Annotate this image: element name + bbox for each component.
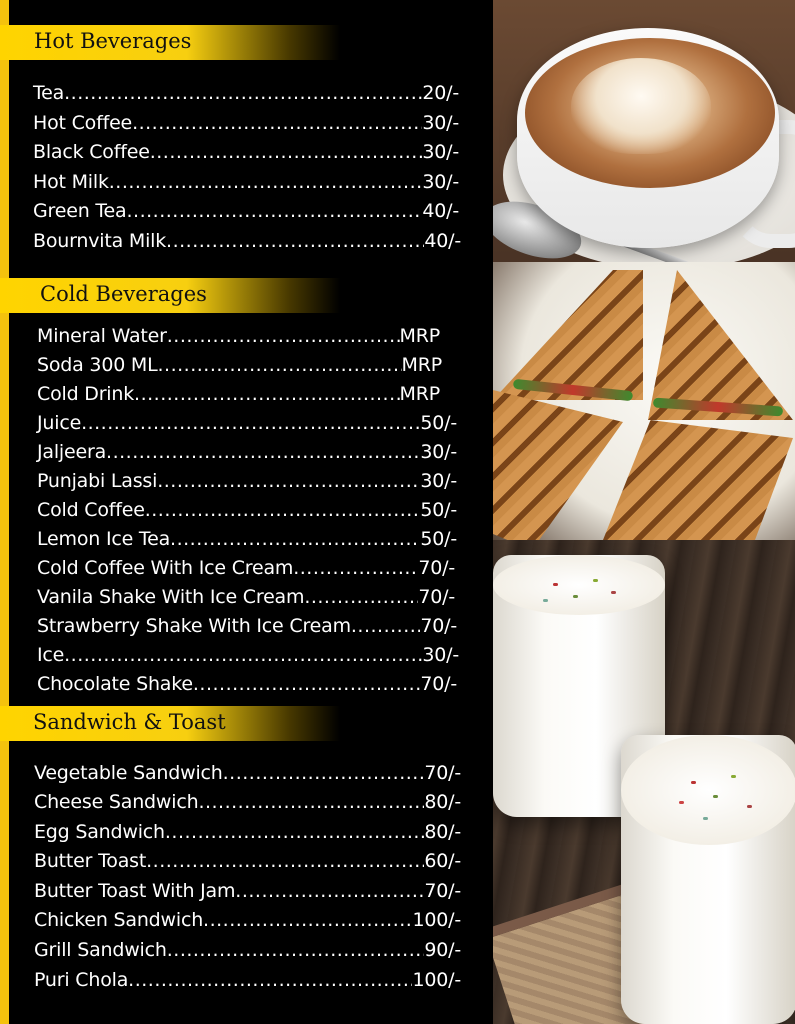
item-name: Cold Coffee With Ice Cream bbox=[37, 557, 294, 579]
pistachio-sprinkle bbox=[553, 583, 558, 586]
dot-leader bbox=[198, 788, 424, 817]
section-header-cold-beverages bbox=[0, 278, 340, 313]
menu-item bbox=[33, 138, 459, 167]
pistachio-sprinkle bbox=[691, 781, 696, 784]
item-name: Ice bbox=[37, 644, 65, 666]
item-name: Cheese Sandwich bbox=[34, 791, 199, 813]
item-name: Egg Sandwich bbox=[34, 821, 165, 843]
dot-leader bbox=[193, 670, 420, 699]
section-title: Sandwich & Toast bbox=[33, 710, 226, 734]
dot-leader bbox=[157, 467, 420, 496]
item-name: Bournvita Milk bbox=[33, 230, 167, 252]
menu-item bbox=[37, 351, 442, 380]
item-price: 50/- bbox=[420, 528, 457, 550]
section-title: Cold Beverages bbox=[40, 282, 207, 306]
item-name: Juice bbox=[37, 412, 82, 434]
item-price: 70/- bbox=[420, 615, 457, 637]
dot-leader bbox=[304, 583, 418, 612]
menu-item bbox=[37, 409, 457, 438]
menu-item bbox=[34, 788, 461, 817]
item-price: 80/- bbox=[424, 821, 461, 843]
item-name: Soda 300 ML bbox=[37, 354, 158, 376]
pistachio-sprinkle bbox=[679, 801, 684, 804]
item-price: 80/- bbox=[424, 791, 461, 813]
menu-item bbox=[34, 877, 461, 906]
menu-item bbox=[37, 641, 459, 670]
dot-leader bbox=[170, 525, 420, 554]
dot-leader bbox=[64, 79, 422, 108]
item-price: 70/- bbox=[424, 880, 461, 902]
item-price: 70/- bbox=[420, 673, 457, 695]
pistachio-sprinkle bbox=[731, 775, 736, 778]
item-price: 70/- bbox=[424, 762, 461, 784]
item-price: 50/- bbox=[420, 412, 457, 434]
item-price: 40/- bbox=[422, 200, 459, 222]
item-name: Cold Coffee bbox=[37, 499, 145, 521]
dot-leader bbox=[109, 168, 423, 197]
item-name: Hot Milk bbox=[33, 171, 109, 193]
item-name: Grill Sandwich bbox=[34, 939, 167, 961]
menu-item bbox=[37, 554, 455, 583]
dot-leader bbox=[165, 818, 424, 847]
dot-leader bbox=[167, 322, 400, 351]
pistachio-sprinkle bbox=[713, 795, 718, 798]
dot-leader bbox=[150, 138, 423, 167]
dot-leader bbox=[145, 496, 421, 525]
menu-item bbox=[37, 496, 457, 525]
item-name: Green Tea bbox=[33, 200, 127, 222]
menu-item bbox=[34, 936, 461, 965]
item-price: 50/- bbox=[420, 499, 457, 521]
item-price: 30/- bbox=[422, 112, 459, 134]
item-price: 30/- bbox=[422, 644, 459, 666]
item-name: Cold Drink bbox=[37, 383, 135, 405]
dot-leader bbox=[203, 906, 412, 935]
item-price: 30/- bbox=[420, 441, 457, 463]
dot-leader bbox=[223, 759, 425, 788]
item-price: MRP bbox=[399, 325, 440, 347]
food-photo-panel bbox=[493, 0, 795, 1024]
item-price: 40/- bbox=[424, 230, 461, 252]
dot-leader bbox=[106, 438, 420, 467]
item-name: Chocolate Shake bbox=[37, 673, 193, 695]
dot-leader bbox=[127, 197, 423, 226]
lassi-glass bbox=[621, 735, 795, 1024]
item-name: Black Coffee bbox=[33, 141, 150, 163]
item-price: MRP bbox=[399, 383, 440, 405]
menu-item bbox=[37, 612, 457, 641]
pistachio-sprinkle bbox=[593, 579, 598, 582]
item-name: Jaljeera bbox=[37, 441, 107, 463]
dot-leader bbox=[64, 641, 422, 670]
menu-item bbox=[33, 227, 461, 256]
item-name: Butter Toast bbox=[34, 850, 147, 872]
menu-item bbox=[33, 109, 459, 138]
dot-leader bbox=[128, 966, 412, 995]
menu-item bbox=[33, 79, 459, 108]
item-price: 20/- bbox=[422, 82, 459, 104]
pistachio-sprinkle bbox=[573, 595, 578, 598]
menu-item bbox=[34, 759, 461, 788]
menu-item bbox=[37, 438, 457, 467]
item-name: Vanila Shake With Ice Cream bbox=[37, 586, 305, 608]
item-price: MRP bbox=[401, 354, 442, 376]
lassi-foam bbox=[621, 735, 795, 845]
pistachio-sprinkle bbox=[747, 805, 752, 808]
dot-leader bbox=[146, 847, 424, 876]
section-header-hot-beverages bbox=[0, 25, 340, 60]
menu-item bbox=[37, 525, 457, 554]
dot-leader bbox=[158, 351, 402, 380]
pistachio-sprinkle bbox=[543, 599, 548, 602]
item-price: 30/- bbox=[420, 470, 457, 492]
item-price: 70/- bbox=[418, 557, 455, 579]
item-price: 70/- bbox=[418, 586, 455, 608]
item-price: 100/- bbox=[412, 969, 461, 991]
menu-item bbox=[37, 467, 457, 496]
menu-item bbox=[34, 818, 461, 847]
menu-item bbox=[37, 583, 455, 612]
pistachio-sprinkle bbox=[611, 591, 616, 594]
dot-leader bbox=[132, 109, 422, 138]
item-name: Butter Toast With Jam bbox=[34, 880, 236, 902]
item-price: 90/- bbox=[424, 939, 461, 961]
pistachio-sprinkle bbox=[703, 817, 708, 820]
menu-item bbox=[37, 322, 440, 351]
dot-leader bbox=[166, 227, 424, 256]
dot-leader bbox=[235, 877, 424, 906]
item-name: Punjabi Lassi bbox=[37, 470, 158, 492]
menu-item bbox=[37, 670, 457, 699]
item-name: Lemon Ice Tea bbox=[37, 528, 171, 550]
section-header-sandwich-toast bbox=[0, 706, 340, 741]
menu-item bbox=[33, 197, 459, 226]
accent-stripe bbox=[0, 0, 9, 1024]
item-price: 30/- bbox=[422, 141, 459, 163]
menu-item bbox=[33, 168, 459, 197]
item-name: Mineral Water bbox=[37, 325, 167, 347]
section-title: Hot Beverages bbox=[34, 29, 192, 53]
dot-leader bbox=[167, 936, 425, 965]
item-name: Vegetable Sandwich bbox=[34, 762, 223, 784]
dot-leader bbox=[134, 380, 400, 409]
item-price: 60/- bbox=[424, 850, 461, 872]
item-price: 30/- bbox=[422, 171, 459, 193]
menu-item bbox=[37, 380, 440, 409]
dot-leader bbox=[81, 409, 420, 438]
item-name: Chicken Sandwich bbox=[34, 909, 204, 931]
item-price: 100/- bbox=[412, 909, 461, 931]
menu-item bbox=[34, 847, 461, 876]
dot-leader bbox=[293, 554, 418, 583]
menu-item bbox=[34, 906, 461, 935]
item-name: Puri Chola bbox=[34, 969, 129, 991]
item-name: Hot Coffee bbox=[33, 112, 133, 134]
menu-item bbox=[34, 966, 461, 995]
dot-leader bbox=[351, 612, 420, 641]
item-name: Tea bbox=[33, 82, 65, 104]
latte-art bbox=[571, 58, 711, 154]
lassi-foam bbox=[493, 555, 665, 615]
item-name: Strawberry Shake With Ice Cream bbox=[37, 615, 351, 637]
